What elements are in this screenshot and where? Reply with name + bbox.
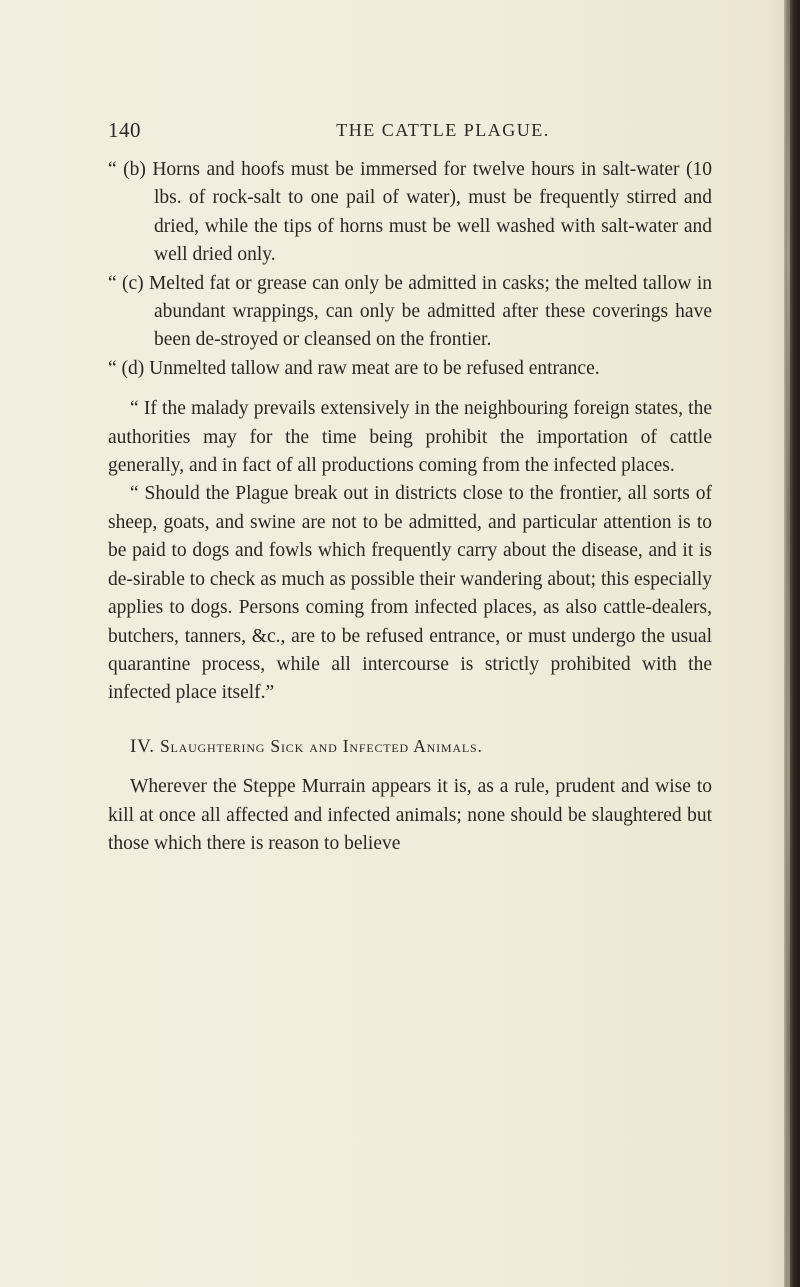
section-number: IV. [130,735,155,757]
running-head [108,118,738,148]
running-title: THE CATTLE PLAGUE. [336,120,550,140]
clause-b-paragraph: “ (b) Horns and hoofs must be immersed for twelve hours in salt-water (10 lbs. of rock-salt to one pail of water), must be frequently stirred and dried, while the tips of horns must be well washed with salt-water and well dried only. [108,159,712,266]
steppe-paragraph: Wherever the Steppe Murrain appears it is, as a rule, prudent and wise to kill at once all affected and infected animals; none should be slaughtered but those which there is reason to believe [108,776,712,854]
spine-highlight [787,0,790,1287]
page-body [108,156,712,858]
section-title: Slaughtering Sick and Infected Animals. [159,735,483,756]
clause-c-paragraph: “ (c) Melted fat or grease can only be admitted in casks; the melted tallow in abundant wrappings, can only be admitted after these coverings have been de-stroyed or cleansed on the frontier. [108,272,712,351]
page-number: 140 [108,118,141,142]
section-heading [108,732,712,761]
clause-d-paragraph: “ (d) Unmelted tallow and raw meat are to be refused entrance. [108,357,600,379]
plague-paragraph: “ Should the Plague break out in districts close to the frontier, all sorts of sheep, goats, and swine are not to be admitted, and particular attention is to be paid to dogs and fowls which frequently carry about the disease, and it is de-sirable to check as much as possible their wandering about; this especially applies to dogs. Persons coming from infected places, as also cattle-dealers, butchers, tanners, &c., are to be refused entrance, or must undergo the usual quarantine process, while all intercourse is strictly prohibited with the infected place itself.” [108,483,712,704]
malady-paragraph: “ If the malady prevails extensively in the neighbouring foreign states, the authorities may for the time being prohibit the importation of cattle generally, and in fact of all productions coming from the infected places. [108,398,712,477]
